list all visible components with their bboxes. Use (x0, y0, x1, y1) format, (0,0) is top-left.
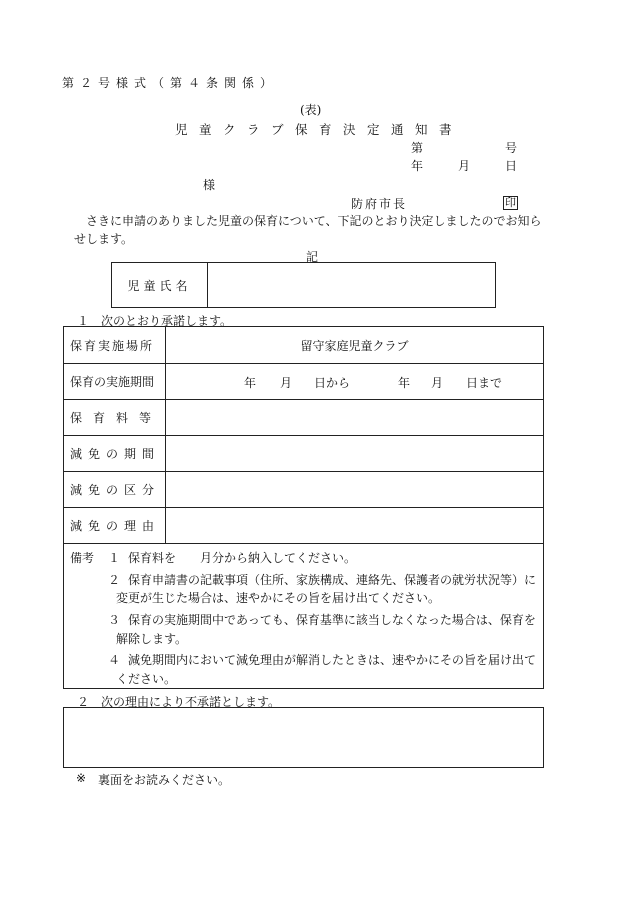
note-4-line-2: ください。 (116, 672, 177, 686)
section-2-heading: ２ 次の理由により不承諾とします。 (77, 695, 281, 709)
row-notes (64, 544, 543, 688)
exempt-reason-label: 減免の理由 (64, 508, 166, 543)
footer-text: 裏面をお読みください。 (98, 773, 231, 787)
row-place (64, 327, 543, 364)
place-label: 保育実施場所 (64, 327, 166, 363)
child-name-field[interactable] (207, 263, 495, 307)
child-name-label: 児童氏名 (112, 263, 208, 307)
period-value[interactable] (166, 364, 543, 399)
intro-line-2: せします。 (74, 232, 134, 246)
exempt-period-value[interactable] (166, 436, 543, 471)
form-id: 第２号様式（第４条関係） (62, 76, 279, 90)
row-exempt-reason (64, 508, 543, 544)
note-2-number: ２ (108, 573, 121, 587)
row-fee (64, 400, 543, 436)
exempt-reason-value[interactable] (166, 508, 543, 543)
note-3-line-1: 保育の実施期間中であっても、保育基準に該当しなくなった場合は、保育を (128, 613, 536, 627)
period-year-2: 年 (398, 376, 411, 390)
seal-box (503, 195, 518, 210)
period-year-1: 年 (244, 376, 257, 390)
period-month-1: 月 (280, 376, 293, 390)
exempt-period-label: 減免の期間 (64, 436, 166, 471)
note-1-text-a: 保育料を (128, 551, 177, 565)
note-2-line-1: 保育申請書の記載事項（住所、家族構成、連絡先、保護者の就労状況等）に (128, 573, 537, 587)
note-3-line-2: 解除します。 (116, 632, 188, 646)
notes-head: 備考 (70, 551, 95, 565)
date-year: 年 (411, 159, 424, 173)
issuer: 防府市長 (351, 197, 408, 211)
number-prefix: 第 (411, 141, 424, 155)
number-suffix: 号 (505, 141, 518, 155)
footer-mark: ※ (76, 771, 87, 785)
period-from: 日から (314, 376, 351, 390)
seal-mark: 印 (505, 196, 516, 209)
note-3-number: ３ (108, 613, 121, 627)
note-2-line-2: 変更が生じた場合は、速やかにその旨を届け出てください。 (116, 591, 441, 605)
note-1-number: １ (108, 551, 121, 565)
note-4-number: ４ (108, 653, 121, 667)
date-month: 月 (458, 159, 471, 173)
place-value: 留守家庭児童クラブ (300, 338, 409, 353)
fee-label: 保育料等 (64, 400, 166, 435)
row-exempt-period (64, 436, 543, 472)
addressee-suffix: 様 (203, 178, 216, 192)
document-title: 児童クラブ保育決定通知書 (175, 122, 464, 137)
period-month-2: 月 (431, 376, 444, 390)
exempt-class-value[interactable] (166, 472, 543, 507)
reject-reason-box (63, 707, 544, 768)
section-1-heading: １ 次のとおり承諾します。 (77, 314, 233, 328)
note-1-text-b: 月分から納入してください。 (200, 551, 357, 565)
row-period (64, 364, 543, 400)
note-4-line-1: 減免期間内において減免理由が解消したときは、速やかにその旨を届け出て (128, 653, 537, 667)
row-exempt-class (64, 472, 543, 508)
side-indicator: (表) (300, 103, 322, 117)
exempt-class-label: 減免の区分 (64, 472, 166, 507)
reject-reason-field[interactable] (64, 708, 543, 767)
intro-line-1: さきに申請のありました児童の保育について、下記のとおり決定しましたのでお知ら (86, 214, 542, 228)
period-to: 日まで (466, 376, 503, 390)
fee-value[interactable] (166, 400, 543, 435)
child-name-box (111, 262, 496, 308)
date-day: 日 (505, 159, 518, 173)
period-label: 保育の実施期間 (64, 364, 166, 399)
ki-heading: 記 (306, 250, 319, 264)
decision-table (63, 326, 544, 689)
